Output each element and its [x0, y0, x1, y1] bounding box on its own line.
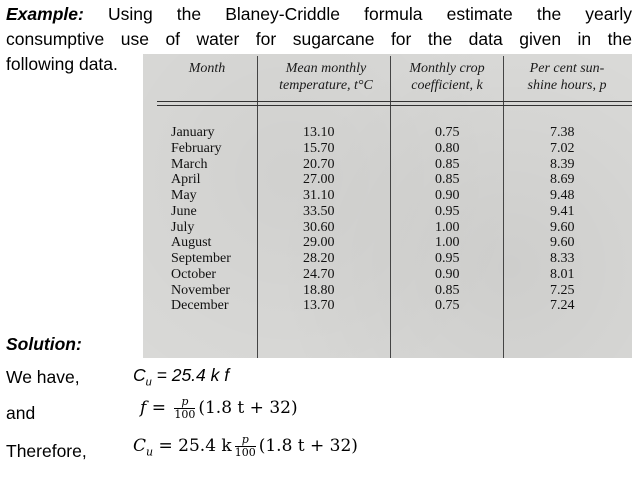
cell-crop-coefficient: 0.95: [435, 203, 460, 219]
cell-temperature: 13.70: [303, 298, 335, 314]
eq1-lhs: C: [133, 365, 146, 385]
cell-temperature: 30.60: [303, 219, 335, 235]
cell-temperature: 27.00: [303, 172, 335, 188]
header-rule: [157, 105, 632, 106]
cell-month: February: [171, 140, 222, 156]
cell-temperature: 20.70: [303, 156, 335, 172]
cell-sunshine: 7.02: [550, 140, 575, 156]
cell-temperature: 29.00: [303, 235, 335, 251]
cell-sunshine: 7.38: [550, 125, 575, 140]
eq3-lhs-sub: u: [146, 445, 154, 459]
intro-line-3: following data.: [6, 54, 118, 74]
table-row: [143, 220, 632, 236]
intro-line-1: [6, 2, 632, 27]
header-k-line1: Monthly crop: [409, 61, 485, 76]
eq3-numerator: p: [235, 434, 256, 447]
cell-temperature: 31.10: [303, 188, 335, 203]
table-row: [143, 188, 632, 204]
header-temp-line2: temperature, t°C: [279, 78, 373, 93]
table-row: [143, 298, 632, 314]
cell-crop-coefficient: 0.75: [435, 298, 460, 314]
solution-heading: Solution:: [6, 334, 82, 354]
cell-sunshine: 7.24: [550, 298, 575, 314]
table-row: [143, 235, 632, 251]
cell-month: July: [171, 219, 195, 235]
cell-sunshine: 9.60: [550, 219, 575, 235]
cell-sunshine: 9.60: [550, 235, 575, 251]
header-k-line2: coefficient, k: [411, 78, 483, 93]
cell-crop-coefficient: 0.90: [435, 266, 460, 282]
cell-sunshine: 8.69: [550, 172, 575, 188]
cell-crop-coefficient: 0.80: [435, 140, 460, 156]
cell-sunshine: 9.41: [550, 203, 575, 219]
eq1-rhs: = 25.4 k f: [151, 365, 230, 385]
header-p-line1: Per cent sun-: [529, 61, 605, 76]
cell-month: January: [171, 125, 215, 140]
therefore-label: Therefore,: [6, 441, 87, 461]
table-row: [143, 157, 632, 173]
cell-month: September: [171, 251, 231, 266]
table-row: [143, 125, 632, 141]
eq2-denominator: 100: [174, 408, 196, 421]
equation-3: [133, 434, 358, 459]
header-p-line2: shine hours, p: [527, 78, 607, 93]
eq3-denominator: 100: [234, 446, 256, 459]
eq3-fraction: [235, 434, 256, 459]
eq2-fraction: [174, 396, 195, 421]
and-label: and: [6, 403, 36, 423]
table-row: [143, 283, 632, 299]
cell-crop-coefficient: 0.90: [435, 188, 460, 203]
cell-month: December: [171, 298, 229, 314]
cell-month: March: [171, 156, 208, 172]
cell-sunshine: 7.25: [550, 282, 575, 298]
table-row: [143, 251, 632, 267]
eq1-lhs-sub: u: [145, 376, 152, 389]
eq3-mid: = 25.4 k: [153, 436, 232, 456]
equation-1: [133, 365, 229, 389]
example-label: Example:: [6, 4, 84, 24]
cell-crop-coefficient: 0.75: [435, 125, 460, 140]
data-table-image: [143, 54, 632, 358]
intro-line-2: consumptive use of water for sugarcane for the data given in the: [6, 29, 632, 49]
cell-crop-coefficient: 1.00: [435, 235, 460, 251]
eq2-equals: =: [146, 398, 172, 418]
intro-text-1: Using the Blaney-Criddle formula estimate the yearly: [107, 4, 632, 24]
header-rule: [157, 101, 632, 102]
table-row: [143, 267, 632, 283]
header-temperature: [261, 60, 391, 94]
cell-month: October: [171, 266, 217, 282]
cell-crop-coefficient: 0.95: [435, 251, 460, 266]
header-temp-line1: Mean monthly: [285, 61, 367, 76]
eq2-rest: (1.8 t + 32): [198, 398, 298, 418]
header-month: Month: [188, 61, 226, 76]
cell-sunshine: 8.33: [550, 251, 575, 266]
table-body: [143, 125, 632, 314]
cell-sunshine: 8.01: [550, 266, 575, 282]
cell-month: June: [171, 203, 197, 219]
cell-month: April: [171, 172, 201, 188]
header-crop-coefficient: [391, 60, 503, 94]
cell-temperature: 24.70: [303, 266, 335, 282]
cell-crop-coefficient: 0.85: [435, 172, 460, 188]
eq2-numerator: p: [174, 396, 195, 409]
table-row: [143, 141, 632, 157]
cell-month: August: [171, 235, 212, 251]
cell-temperature: 13.10: [303, 125, 335, 140]
cell-month: May: [171, 188, 197, 203]
cell-temperature: 28.20: [303, 251, 335, 266]
cell-sunshine: 9.48: [550, 188, 575, 203]
table-row: [143, 204, 632, 220]
cell-crop-coefficient: 1.00: [435, 219, 460, 235]
cell-temperature: 15.70: [303, 140, 335, 156]
eq3-lhs: C: [133, 436, 147, 456]
equation-2: [140, 396, 298, 421]
cell-crop-coefficient: 0.85: [435, 156, 460, 172]
table-row: [143, 172, 632, 188]
cell-crop-coefficient: 0.85: [435, 282, 460, 298]
cell-sunshine: 8.39: [550, 156, 575, 172]
cell-month: November: [171, 282, 231, 298]
cell-temperature: 33.50: [303, 203, 335, 219]
header-sunshine: [505, 60, 629, 94]
eq2-lhs: f: [140, 398, 147, 418]
eq3-rest: (1.8 t + 32): [258, 436, 358, 456]
we-have-label: We have,: [6, 367, 80, 387]
cell-temperature: 18.80: [303, 282, 335, 298]
